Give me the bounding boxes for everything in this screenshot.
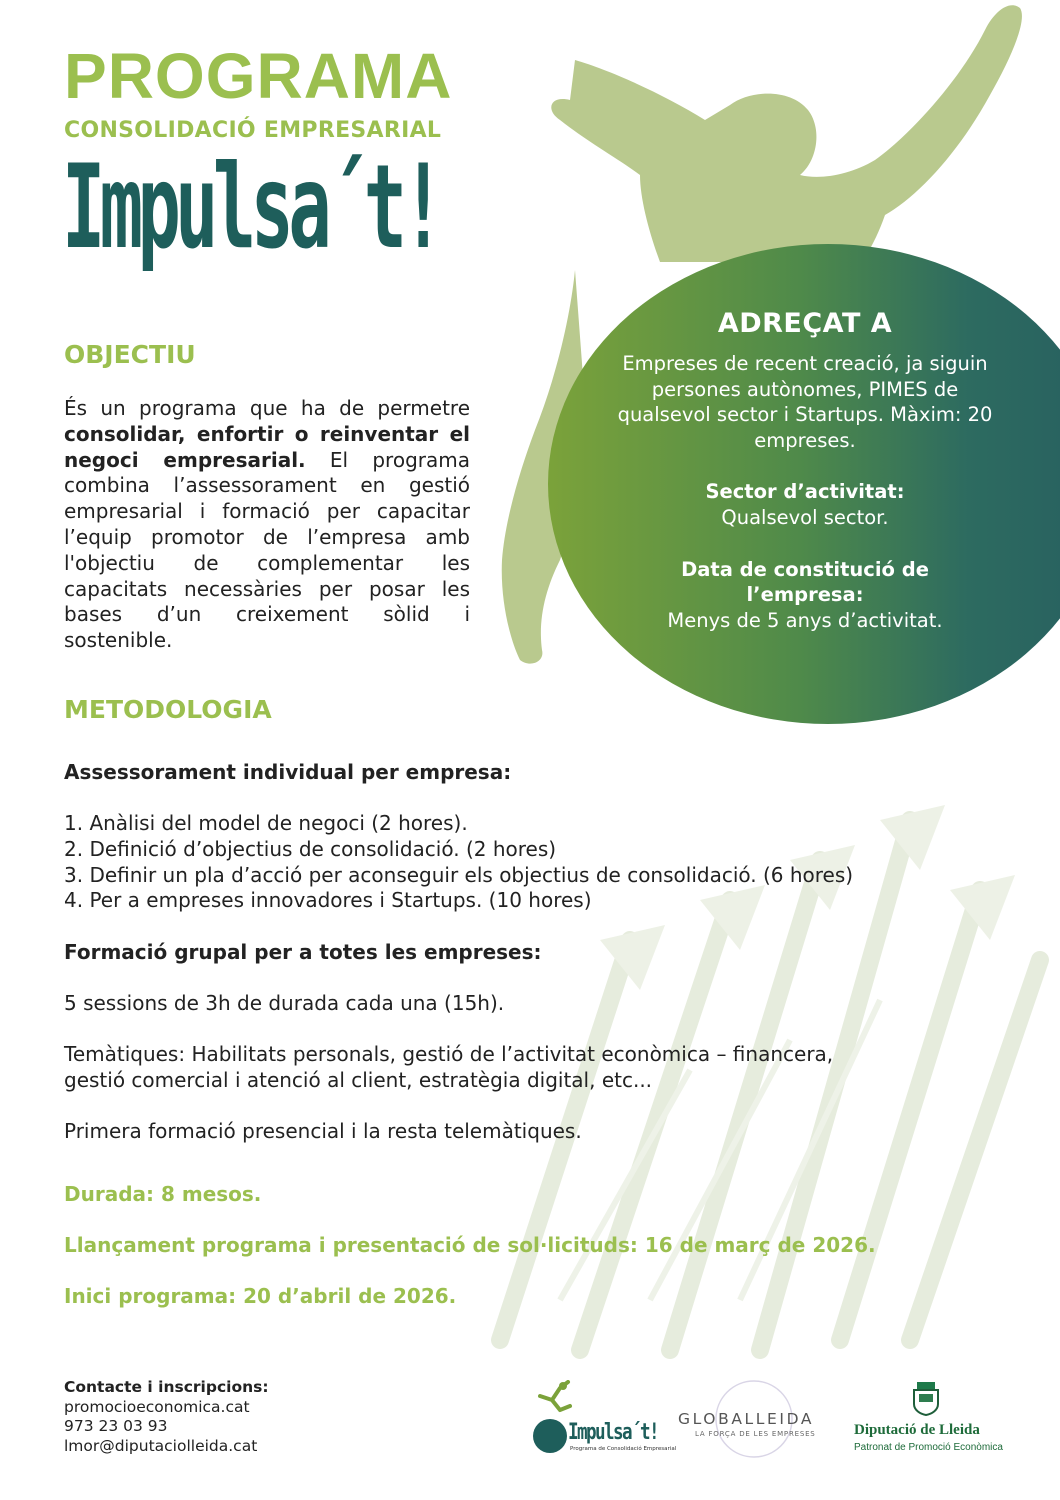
globalleida-tagline: LA FORÇA DE LES EMPRESES: [695, 1430, 816, 1438]
objective-text-start: És un programa que ha de permetre: [64, 396, 470, 420]
impulsat-logo-tagline: Programa de Consolidació Empresarial: [570, 1446, 677, 1452]
program-title: PROGRAMA: [64, 40, 453, 112]
globalleida-name: GLOBALLEIDA: [678, 1410, 815, 1428]
audience-text: Empreses de recent creació, ja siguin persones autònomes, PIMES de qualsevol sector i Startups. Màxim: 20 empreses.: [617, 352, 993, 452]
contact-title: Contacte i inscripcions:: [64, 1378, 269, 1396]
list-item: 1. Anàlisi del model de negoci (2 hores).: [64, 811, 468, 835]
date-label: Data de constitució de l’empresa:: [681, 557, 929, 607]
globalleida-logo: [676, 1378, 832, 1460]
individual-heading: Assessorament individual per empresa:: [64, 760, 512, 784]
impulsat-logo: [530, 1380, 677, 1460]
objective-text-bold: consolidar, enfortir o reinventar el negoci empresarial.: [64, 421, 470, 472]
date-value: Menys de 5 anys d’activitat.: [667, 608, 943, 632]
steps-list: [64, 811, 964, 914]
diputacio-logo: [852, 1380, 1002, 1460]
brand-title: Impulsa´t!: [62, 140, 440, 275]
contact-website[interactable]: promocioeconomica.cat: [64, 1397, 250, 1416]
diputacio-name: Diputació de Lleida: [854, 1422, 980, 1438]
contact-phone[interactable]: 973 23 03 93: [64, 1417, 168, 1436]
topics-line: gestió comercial i atenció al client, estratègia digital, etc...: [64, 1067, 653, 1092]
topics-text: [64, 1042, 964, 1094]
format-text: Primera formació presencial i la resta telemàtiques.: [64, 1119, 582, 1143]
audience-panel: [610, 308, 1000, 633]
list-item: 3. Definir un pla d’acció per aconseguir els objectius de consolidació. (6 hores): [64, 862, 854, 887]
list-item: 2. Definició d’objectius de consolidació. (2 hores): [64, 836, 557, 861]
list-item: 4. Per a empreses innovadores i Startups. (10 hores): [64, 888, 592, 913]
objective-text-end: El programa combina l’assessorament en gestió empresarial i formació per capacitar l’equip promotor de l’empresa amb l'objectiu de complementar les capacitats necessàries per posar les bases d’un creixement sòlid i sostenible.: [64, 447, 470, 653]
start-text: Inici programa: 20 d’abril de 2026.: [64, 1284, 457, 1308]
diputacio-crest-icon: [911, 1380, 941, 1416]
group-heading: Formació grupal per a totes les empreses:: [64, 940, 542, 964]
objective-heading: OBJECTIU: [64, 340, 196, 369]
audience-heading: ADREÇAT A: [717, 308, 893, 339]
launch-text: Llançament programa i presentació de sol·licituds: 16 de març de 2026.: [64, 1233, 876, 1257]
contact-block: [64, 1378, 269, 1456]
program-subtitle: CONSOLIDACIÓ EMPRESARIAL: [64, 118, 442, 143]
sector-value: Qualsevol sector.: [721, 505, 889, 529]
topics-line: Temàtiques: Habilitats personals, gestió de l’activitat econòmica – financera,: [64, 1042, 834, 1066]
diputacio-tagline: Patronat de Promoció Econòmica: [854, 1442, 1003, 1453]
duration-text: Durada: 8 mesos.: [64, 1182, 262, 1206]
sector-label: Sector d’activitat:: [705, 480, 905, 504]
sessions-text: 5 sessions de 3h de durada cada una (15h).: [64, 991, 505, 1015]
contact-email[interactable]: lmor@diputaciolleida.cat: [64, 1436, 258, 1455]
impulsat-logo-name: Impulsa´t!: [568, 1420, 658, 1445]
methodology-heading: METODOLOGIA: [64, 695, 272, 724]
objective-text: [64, 396, 470, 654]
